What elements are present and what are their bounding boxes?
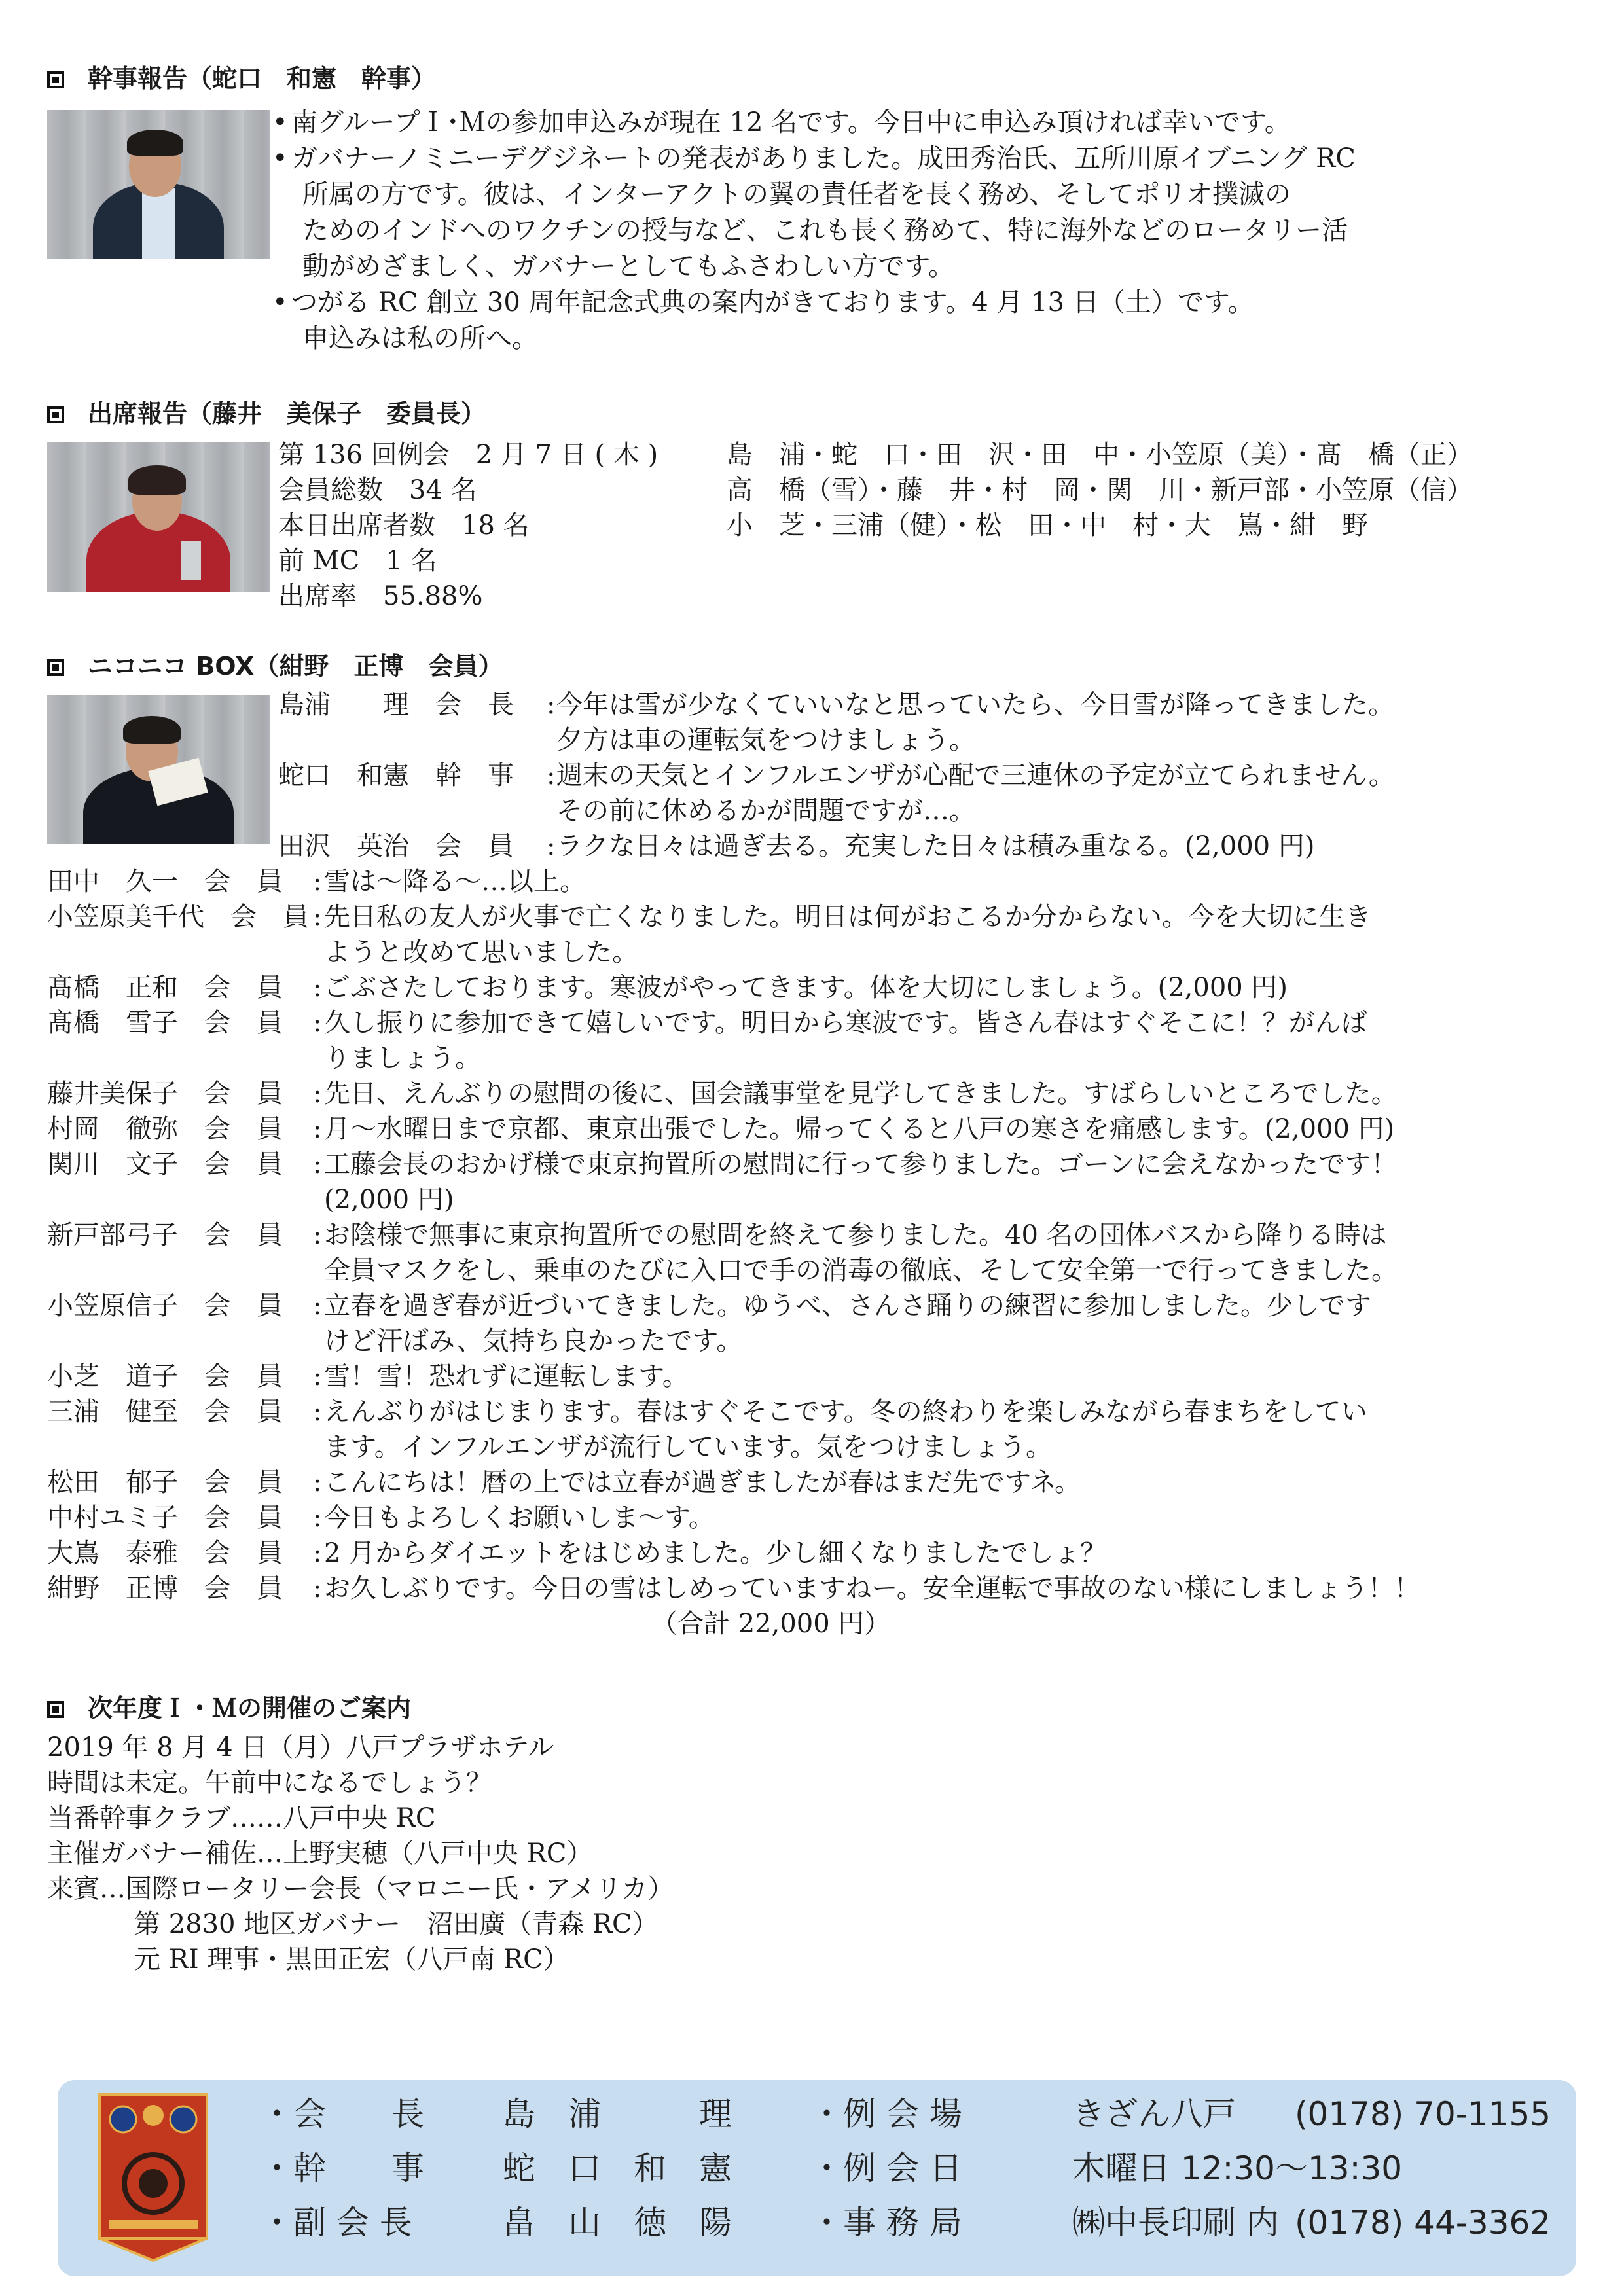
photo-niko-member — [47, 695, 270, 844]
square-bullet-icon — [47, 406, 64, 423]
section-heading-attendance: 出席報告（藤井 美保子 委員長） — [47, 397, 486, 430]
square-bullet-icon — [47, 1701, 64, 1718]
square-bullet-icon — [47, 659, 64, 676]
club-info-footer: ・会 長 島 浦 理 ・幹 事 蛇 口 和 憲 ・副 会 長 畠 山 徳 陽 ・例 会 場 きざん八戸 (0178) 70-1155 ・例 会 日 木曜日 12:30〜13:30 ・事 務 局 ㈱中長印刷 内 (0178) 44-3362 — [58, 2080, 1576, 2276]
club-banner-icon — [97, 2092, 209, 2263]
section-heading-im: 次年度Ｉ・Ｍの開催のご案内 — [47, 1692, 411, 1725]
niko-total: （合計 22,000 円） — [651, 1609, 891, 1639]
photo-secretary — [47, 110, 270, 259]
section-heading-kanji: 幹事報告（蛇口 和憲 幹事） — [47, 62, 436, 95]
photo-attendance-chair — [47, 442, 270, 592]
section-heading-niko: ニコニコ BOX（紺野 正博 会員） — [47, 650, 503, 683]
square-bullet-icon — [47, 71, 64, 88]
